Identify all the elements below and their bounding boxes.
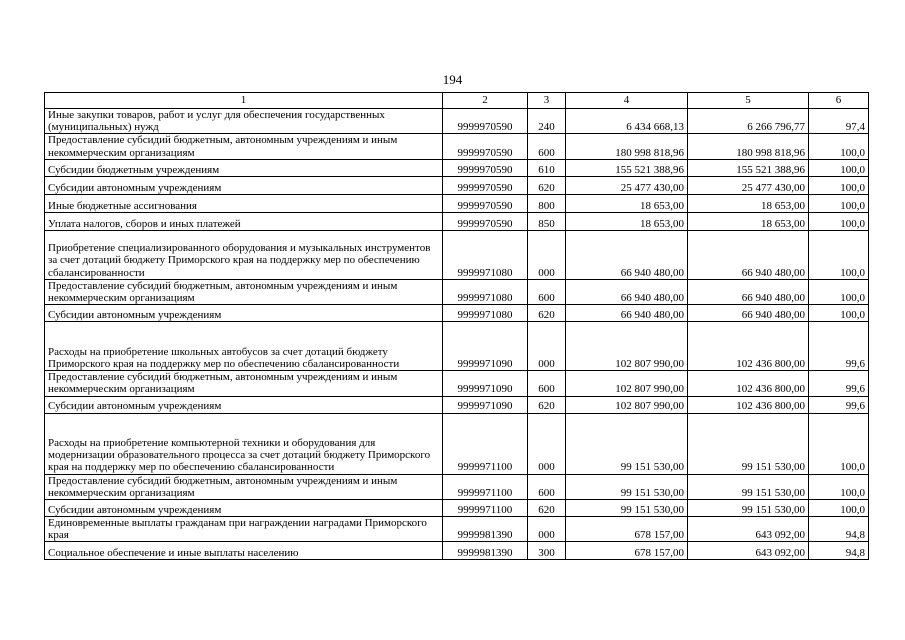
row-plan-cell: 99 151 530,00 bbox=[566, 474, 688, 499]
row-type-cell: 600 bbox=[528, 134, 566, 159]
row-code-cell: 9999971080 bbox=[443, 230, 528, 279]
table-row bbox=[45, 322, 869, 371]
row-type-cell: 000 bbox=[528, 230, 566, 279]
table-row bbox=[45, 194, 869, 212]
table-row bbox=[45, 176, 869, 194]
row-plan-cell: 102 807 990,00 bbox=[566, 322, 688, 371]
table-body bbox=[45, 109, 869, 560]
row-fact-cell: 18 653,00 bbox=[688, 194, 809, 212]
row-plan-cell: 99 151 530,00 bbox=[566, 500, 688, 517]
row-code-cell: 9999981390 bbox=[443, 517, 528, 542]
row-percent-cell: 100,0 bbox=[809, 194, 869, 212]
row-fact-cell: 643 092,00 bbox=[688, 517, 809, 542]
row-plan-cell: 678 157,00 bbox=[566, 517, 688, 542]
row-fact-cell: 643 092,00 bbox=[688, 542, 809, 560]
row-plan-cell: 66 940 480,00 bbox=[566, 305, 688, 322]
row-fact-cell: 25 477 430,00 bbox=[688, 176, 809, 194]
row-type-cell: 600 bbox=[528, 474, 566, 499]
page-number: 194 bbox=[442, 72, 463, 87]
row-code-cell: 9999971090 bbox=[443, 371, 528, 396]
row-percent-cell: 100,0 bbox=[809, 474, 869, 499]
row-percent-cell: 100,0 bbox=[809, 176, 869, 194]
row-code-cell: 9999970590 bbox=[443, 176, 528, 194]
row-percent-cell: 97,4 bbox=[809, 109, 869, 134]
row-fact-cell: 66 940 480,00 bbox=[688, 230, 809, 279]
row-code-cell: 9999981390 bbox=[443, 542, 528, 560]
row-name-cell: Иные закупки товаров, работ и услуг для обеспечения государственных (муниципальных) нужд bbox=[45, 109, 443, 134]
row-fact-cell: 66 940 480,00 bbox=[688, 279, 809, 304]
row-plan-cell: 18 653,00 bbox=[566, 212, 688, 230]
table-row bbox=[45, 396, 869, 413]
table-row bbox=[45, 159, 869, 176]
row-plan-cell: 99 151 530,00 bbox=[566, 413, 688, 474]
row-fact-cell: 99 151 530,00 bbox=[688, 474, 809, 499]
header-col-6: 6 bbox=[809, 93, 869, 109]
row-percent-cell: 100,0 bbox=[809, 159, 869, 176]
row-percent-cell: 99,6 bbox=[809, 322, 869, 371]
header-col-1: 1 bbox=[45, 93, 443, 109]
table-row bbox=[45, 230, 869, 279]
row-name-cell: Социальное обеспечение и иные выплаты населению bbox=[45, 542, 443, 560]
row-plan-cell: 66 940 480,00 bbox=[566, 279, 688, 304]
row-name-cell: Субсидии автономным учреждениям bbox=[45, 500, 443, 517]
table-row bbox=[45, 413, 869, 474]
table-row bbox=[45, 371, 869, 396]
row-code-cell: 9999970590 bbox=[443, 212, 528, 230]
row-plan-cell: 18 653,00 bbox=[566, 194, 688, 212]
row-type-cell: 610 bbox=[528, 159, 566, 176]
row-fact-cell: 102 436 800,00 bbox=[688, 396, 809, 413]
row-plan-cell: 25 477 430,00 bbox=[566, 176, 688, 194]
row-name-cell: Расходы на приобретение компьютерной техники и оборудования для модернизации образовательного процесса за счет дотаций бюджету Приморского края на поддержку мер по обеспечению сбалансированности bbox=[45, 413, 443, 474]
header-col-4: 4 bbox=[566, 93, 688, 109]
budget-table bbox=[44, 92, 869, 560]
row-percent-cell: 100,0 bbox=[809, 305, 869, 322]
row-plan-cell: 102 807 990,00 bbox=[566, 371, 688, 396]
row-type-cell: 240 bbox=[528, 109, 566, 134]
table-row bbox=[45, 305, 869, 322]
row-type-cell: 620 bbox=[528, 396, 566, 413]
table-row bbox=[45, 279, 869, 304]
row-code-cell: 9999971100 bbox=[443, 413, 528, 474]
row-fact-cell: 66 940 480,00 bbox=[688, 305, 809, 322]
table-row bbox=[45, 517, 869, 542]
row-plan-cell: 102 807 990,00 bbox=[566, 396, 688, 413]
row-name-cell: Предоставление субсидий бюджетным, автономным учреждениям и иным некоммерческим организациям bbox=[45, 371, 443, 396]
row-name-cell: Субсидии автономным учреждениям bbox=[45, 396, 443, 413]
row-name-cell: Единовременные выплаты гражданам при награждении наградами Приморского края bbox=[45, 517, 443, 542]
row-fact-cell: 99 151 530,00 bbox=[688, 500, 809, 517]
header-col-2: 2 bbox=[443, 93, 528, 109]
row-name-cell: Субсидии автономным учреждениям bbox=[45, 176, 443, 194]
table-header-row bbox=[45, 93, 869, 109]
row-fact-cell: 102 436 800,00 bbox=[688, 371, 809, 396]
row-type-cell: 620 bbox=[528, 176, 566, 194]
row-fact-cell: 6 266 796,77 bbox=[688, 109, 809, 134]
header-col-3: 3 bbox=[528, 93, 566, 109]
row-name-cell: Иные бюджетные ассигнования bbox=[45, 194, 443, 212]
row-plan-cell: 678 157,00 bbox=[566, 542, 688, 560]
row-type-cell: 620 bbox=[528, 305, 566, 322]
row-code-cell: 9999971080 bbox=[443, 305, 528, 322]
row-plan-cell: 6 434 668,13 bbox=[566, 109, 688, 134]
row-percent-cell: 100,0 bbox=[809, 212, 869, 230]
row-type-cell: 620 bbox=[528, 500, 566, 517]
table-row bbox=[45, 134, 869, 159]
row-code-cell: 9999971090 bbox=[443, 396, 528, 413]
row-type-cell: 600 bbox=[528, 279, 566, 304]
row-plan-cell: 155 521 388,96 bbox=[566, 159, 688, 176]
row-name-cell: Субсидии бюджетным учреждениям bbox=[45, 159, 443, 176]
row-name-cell: Предоставление субсидий бюджетным, автономным учреждениям и иным некоммерческим организациям bbox=[45, 279, 443, 304]
row-name-cell: Субсидии автономным учреждениям bbox=[45, 305, 443, 322]
row-code-cell: 9999971100 bbox=[443, 500, 528, 517]
row-fact-cell: 18 653,00 bbox=[688, 212, 809, 230]
row-code-cell: 9999971090 bbox=[443, 322, 528, 371]
table-row bbox=[45, 500, 869, 517]
row-code-cell: 9999970590 bbox=[443, 134, 528, 159]
row-percent-cell: 94,8 bbox=[809, 517, 869, 542]
row-code-cell: 9999970590 bbox=[443, 159, 528, 176]
row-percent-cell: 100,0 bbox=[809, 134, 869, 159]
row-fact-cell: 155 521 388,96 bbox=[688, 159, 809, 176]
row-plan-cell: 180 998 818,96 bbox=[566, 134, 688, 159]
row-percent-cell: 100,0 bbox=[809, 500, 869, 517]
row-percent-cell: 100,0 bbox=[809, 413, 869, 474]
row-type-cell: 600 bbox=[528, 371, 566, 396]
row-type-cell: 300 bbox=[528, 542, 566, 560]
row-name-cell: Предоставление субсидий бюджетным, автономным учреждениям и иным некоммерческим организациям bbox=[45, 474, 443, 499]
row-code-cell: 9999971080 bbox=[443, 279, 528, 304]
row-type-cell: 850 bbox=[528, 212, 566, 230]
row-percent-cell: 100,0 bbox=[809, 279, 869, 304]
row-fact-cell: 99 151 530,00 bbox=[688, 413, 809, 474]
row-fact-cell: 102 436 800,00 bbox=[688, 322, 809, 371]
row-name-cell: Расходы на приобретение школьных автобусов за счет дотаций бюджету Приморского края на поддержку мер по обеспечению сбалансированности bbox=[45, 322, 443, 371]
row-fact-cell: 180 998 818,96 bbox=[688, 134, 809, 159]
row-type-cell: 000 bbox=[528, 322, 566, 371]
row-name-cell: Приобретение специализированного оборудования и музыкальных инструментов за счет дотаций бюджету Приморского края на поддержку мер по обеспечению сбалансированности bbox=[45, 230, 443, 279]
row-type-cell: 000 bbox=[528, 517, 566, 542]
row-percent-cell: 99,6 bbox=[809, 371, 869, 396]
table-row bbox=[45, 212, 869, 230]
row-code-cell: 9999970590 bbox=[443, 194, 528, 212]
row-name-cell: Уплата налогов, сборов и иных платежей bbox=[45, 212, 443, 230]
table-row bbox=[45, 109, 869, 134]
row-type-cell: 000 bbox=[528, 413, 566, 474]
row-type-cell: 800 bbox=[528, 194, 566, 212]
table-row bbox=[45, 474, 869, 499]
row-name-cell: Предоставление субсидий бюджетным, автономным учреждениям и иным некоммерческим организациям bbox=[45, 134, 443, 159]
row-code-cell: 9999970590 bbox=[443, 109, 528, 134]
row-percent-cell: 99,6 bbox=[809, 396, 869, 413]
row-plan-cell: 66 940 480,00 bbox=[566, 230, 688, 279]
row-percent-cell: 94,8 bbox=[809, 542, 869, 560]
row-percent-cell: 100,0 bbox=[809, 230, 869, 279]
header-col-5: 5 bbox=[688, 93, 809, 109]
table-row bbox=[45, 542, 869, 560]
row-code-cell: 9999971100 bbox=[443, 474, 528, 499]
